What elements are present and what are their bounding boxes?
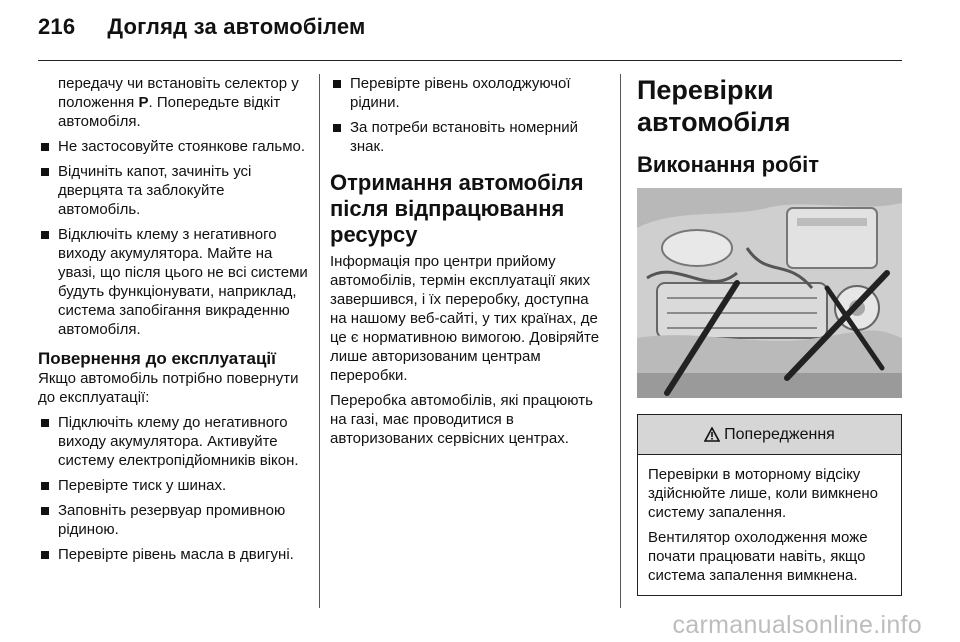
chapter-heading: Перевірки автомобіля <box>637 75 791 137</box>
column-2 <box>330 74 602 454</box>
warning-title: Попередження <box>724 426 835 443</box>
column-1 <box>38 74 308 570</box>
page-title: Догляд за автомобілем <box>107 14 366 39</box>
intro-continuation: передачу чи встановіть селектор у положення P. Попередьте відкіт автомобіля. <box>58 75 299 130</box>
section-heading: Отримання автомобіля після відпрацювання ресурсу <box>330 170 584 247</box>
section-intro: Якщо автомобіль потрібно повернути до експлуатації: <box>38 370 299 406</box>
warning-body <box>638 455 901 595</box>
warning-header <box>638 415 901 455</box>
column-3 <box>637 74 902 596</box>
list-item: Перевірте рівень охолоджуючої рідини. <box>330 74 602 112</box>
page-header <box>38 14 366 44</box>
paragraph: Перевірки в моторному відсіку здійснюйте лише, коли вимкнено систему запалення. <box>648 466 878 521</box>
warning-box <box>637 414 902 596</box>
section-heading: Повернення до експлуатації <box>38 349 276 368</box>
gear-position-letter: P <box>138 94 149 111</box>
list-item: За потреби встановіть номерний знак. <box>330 118 602 156</box>
list-item: Перевірте рівень масла в двигуні. <box>38 545 308 564</box>
engine-bay-illustration <box>637 188 902 398</box>
paragraph: Інформація про центри прийому автомобілів, термін експлуатації яких завершився, і їх переробку, доступна на нашому веб-сайті, у тих країнах, де це є нормативною вимогою. Довіряйте лише авторизованим центрам переробки. <box>330 253 600 384</box>
list-item: Відчиніть капот, зачиніть усі дверцята та заблокуйте автомобіль. <box>38 162 308 219</box>
paragraph: Вентилятор охолодження може почати працювати навіть, якщо система запалення вимкнена. <box>648 529 868 584</box>
list-item: Перевірте тиск у шинах. <box>38 476 308 495</box>
column-divider-1 <box>319 74 320 608</box>
list-item: Не застосовуйте стоянкове гальмо. <box>38 137 308 156</box>
header-divider <box>38 60 902 61</box>
column-divider-2 <box>620 74 621 608</box>
page-number: 216 <box>38 14 76 39</box>
list-item: Підключіть клему до негативного виходу акумулятора. Активуйте систему електропідйомників вікон. <box>38 413 308 470</box>
list-item: Заповніть резервуар промивною рідиною. <box>38 501 308 539</box>
warning-triangle-icon <box>704 427 720 442</box>
watermark-text: carmanualsonline.info <box>672 611 922 639</box>
subsection-heading: Виконання робіт <box>637 152 819 177</box>
paragraph: Переробка автомобілів, які працюють на газі, має проводитися в авторизованих сервісних центрах. <box>330 392 593 447</box>
list-item: Відключіть клему з негативного виходу акумулятора. Майте на увазі, що після цього не всі системи будуть функціонувати, наприклад, система запобігання викраденню автомобіля. <box>38 225 308 339</box>
